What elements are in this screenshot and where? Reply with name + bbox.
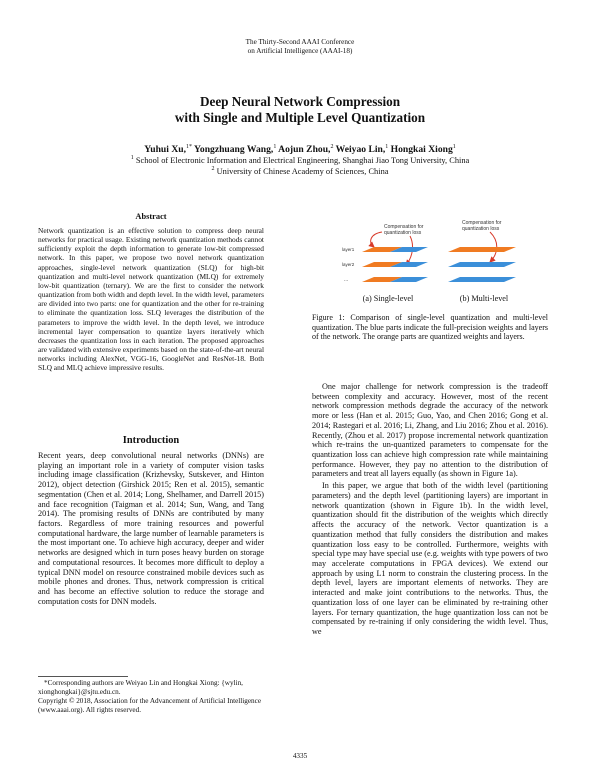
figure-1-diagram bbox=[340, 220, 540, 292]
conference-line-1: The Thirty-Second AAAI Conference bbox=[245, 38, 355, 46]
title-line-1: Deep Neural Network Compression bbox=[199, 94, 401, 109]
author-affil-mark: 1 bbox=[385, 143, 389, 150]
layer-label: layer2 bbox=[342, 262, 355, 267]
page-number: 4335 bbox=[292, 752, 308, 760]
body-paragraph: In this paper, we argue that both of the width level (partitioning parameters) and the depth level (partitioning layers) are important in network quantization (shown in Figure 1b). In the width level, quantization should fit the distribution of the weights which directly affects the accuracy of the network. Vector quantization is a quantization method that fully considers the distribution and makes quantization loss easy to be controlled. Furthermore, weights with special type may have special use (e.g. weights with type powers of two may accelerate computations in FPGA devices). We extend our approach by using L1 norm to constrain the clustering process. In the depth level, layers are important elements of networks. They are interacted and make joint contributions to the networks. Thus, the quantization loss of one layer can be eliminated by re-training other layers. For ternary quantization, the huge quantization loss can not be compensated by re-training if only considering the width level. Thus, we bbox=[312, 481, 549, 636]
paper-title bbox=[0, 94, 600, 126]
corresponding-author-note: *Corresponding authors are Weiyao Lin and Hongkai Xiong: {wylin, xionghongkai}@sjtu.edu.cn. bbox=[38, 679, 243, 696]
footnote-rule bbox=[38, 676, 128, 677]
author-name: Aojun Zhou, bbox=[276, 144, 331, 155]
copyright-note: Copyright © 2018, Association for the Advancement of Artificial Intelligence (www.aaai.org). All rights reserved. bbox=[38, 697, 262, 714]
body-paragraph: One major challenge for network compression is the tradeoff between complexity and accuracy. However, most of the recent network compression methods degrade the accuracy of the network more or less (Han et al. 2015; Guo, Yao, and Chen 2016; Gong et al. 2014; Rastegari et al. 2016; Li, Zhang, and Liu 2016; Zhou et al. 2016). Recently, (Zhou et al. 2017) propose incremental network quantization which re-trains the un-quantized parameters to compensate for the quantization loss can achieve high compression rate while maintaining performance. However, they pay no attention to the distribution of parameters and treat all layers equally (as shown in Figure 1a). bbox=[312, 382, 548, 479]
figure-sublabel-b: (b) Multi-level bbox=[459, 294, 509, 303]
introduction-body bbox=[38, 451, 264, 607]
affiliation-mark: 1 bbox=[130, 155, 134, 162]
footnotes bbox=[38, 679, 264, 715]
quantized-layer bbox=[448, 247, 516, 252]
abstract-heading: Abstract bbox=[135, 212, 167, 221]
author-affil-mark: 1 bbox=[452, 143, 456, 150]
figure-sublabel-a: (a) Single-level bbox=[362, 294, 414, 303]
abstract-body: Network quantization is an effective solution to compress deep neural networks for practical usage. Existing network quantization methods cannot sufficiently exploit the depth information to generate low-bit compressed network. In this paper, we propose two novel network quantization approaches, single-level network quantization (SLQ) for high-bit quantization and multi-level network quantization (MLQ) for extremely low-bit quantization (ternary). We are the first to consider the network quantization from both width and depth level. In the width level, parameters are divided into two parts: one for quantization and the other for re-training to eliminate the quantization loss. SLQ leverages the distribution of the parameters to improve the width level. In the depth level, we introduce incremental layer compensation to quantize layers iteratively which decreases the quantization loss in each iteration. The proposed approaches are validated with extensive experiments based on the state-of-the-art neural networks including AlexNet, VGG-16, GoogleNet and ResNet-18. Both SLQ and MLQ achieve impressive results. bbox=[38, 226, 264, 373]
author-affil-mark: 1 bbox=[273, 143, 277, 150]
arrow-a-1 bbox=[371, 232, 382, 247]
conference-line-2: on Artificial Intelligence (AAAI-18) bbox=[247, 47, 353, 55]
affiliation-2 bbox=[0, 167, 600, 177]
affiliation-1 bbox=[0, 156, 600, 166]
full-precision-layer bbox=[448, 277, 516, 282]
affiliation-text: School of Electronic Information and Electrical Engineering, Shanghai Jiao Tong University, China bbox=[133, 156, 470, 165]
compensation-label-a: Compensation for bbox=[384, 224, 424, 230]
author-name: Yongzhuang Wang, bbox=[192, 144, 274, 155]
compensation-label-b: Compensation for bbox=[462, 220, 502, 226]
panel-multi-level bbox=[448, 220, 516, 282]
intro-paragraph: Recent years, deep convolutional neural networks (DNNs) are playing an important role in a variety of computer vision tasks including image classification (Krizhevsky, Sutskever, and Hinton 2012), object detection (Girshick 2015; Ren et al. 2015), semantic segmentation (Chen et al. 2014; Long, Shelhamer, and Darrell 2015) and face recognition (Taigman et al. 2014; Sun, Wang, and Tang 2014). The promising results of DNNs are contributed by many factors. Regardless of more training resources and powerful computational hardware, the large number of learnable parameters is the most important one. To achieve high accuracy, deeper and wider networks are designed which in turn poses heavy burden on storage and computational resources. It becomes more difficult to deploy a typical DNN model on resource constrained mobile devices such as mobile phones and drones. Thus, network compression is critical and has become an effective solution to reduce the storage and computation costs for DNN models. bbox=[38, 451, 264, 606]
affiliation-text: University of Chinese Academy of Sciences, China bbox=[214, 167, 389, 176]
conference-header bbox=[0, 38, 600, 56]
author-name: Weiyao Lin, bbox=[333, 144, 386, 155]
author-affil-mark: 1* bbox=[186, 143, 192, 150]
introduction-heading: Introduction bbox=[122, 435, 180, 446]
author-list bbox=[0, 144, 600, 155]
layer-label: layer1 bbox=[342, 247, 355, 252]
quantization-loss-label-b: quantization loss bbox=[462, 226, 500, 232]
author-name: Hongkai Xiong bbox=[388, 144, 453, 155]
title-line-2: with Single and Multiple Level Quantization bbox=[174, 110, 426, 125]
layer-label: ... bbox=[344, 277, 349, 283]
right-column-body bbox=[312, 382, 548, 637]
panel-single-level bbox=[342, 224, 428, 283]
figure-1-caption: Figure 1: Comparison of single-level quantization and multi-level quantization. The blue parts indicate the full-precision weights and layers of the network. The orange parts are quantized weights and layers. bbox=[312, 313, 548, 342]
full-precision-layer bbox=[448, 262, 516, 267]
quantization-loss-label-a: quantization loss bbox=[384, 230, 422, 236]
author-affil-mark: 2 bbox=[330, 143, 334, 150]
author-name: Yuhui Xu, bbox=[144, 144, 186, 155]
affiliation-mark: 2 bbox=[211, 166, 215, 173]
